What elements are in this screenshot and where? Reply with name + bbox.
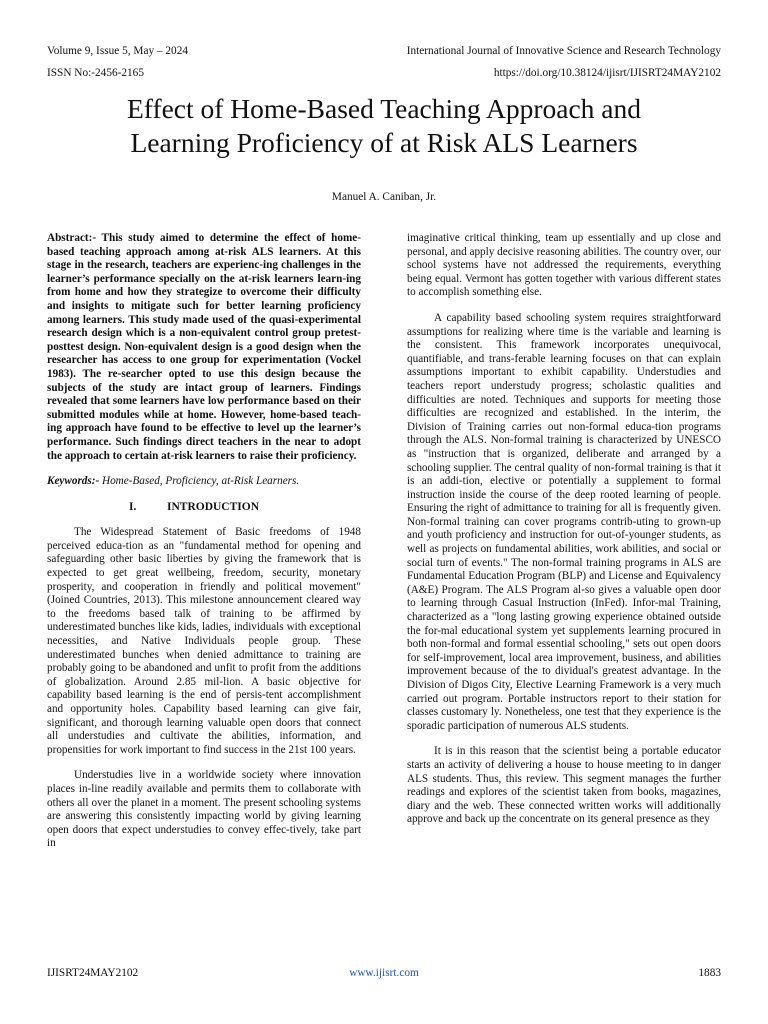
keywords-label: Keywords:- (47, 475, 100, 488)
keywords-text: Home-Based, Proficiency, at-Risk Learners. (99, 475, 300, 488)
footer-code: IJISRT24MAY2102 (47, 967, 139, 979)
section-number: I. (129, 500, 137, 513)
issn: ISSN No:-2456-2165 (47, 67, 144, 79)
volume-info: Volume 9, Issue 5, May – 2024 (47, 45, 188, 57)
body-paragraph: The Widespread Statement of Basic freedoms of 1948 perceived educa-tion as an "fundamental method for opening and safeguarding other basic liberties by giving the framework that is expected to get great wellbeing, freedom, security, monetary prosperity, and cooperation in friendly and political movement" (Joined Countries, 2013). This milestone announcement cleared way to the freedoms based talk of training to be affirmed by underestimated bunches like kids, ladies, individuals with exceptional necessities, and Native Individuals people group. These underestimated bunches when denied admittance to training are probably going to be abandoned and unfit to profit from the additions of globalization. Around 2.85 mil-lion. A basic objective for capability based learning is the end of persis-tent accomplishment and opportunity holes. Capability based learning can give fair, significant, and thorough learning valuable open doors that connect all understudies and cultivate the abilities, information, and propensities for work important to find success in the 21st 100 years. (47, 526, 361, 756)
body-paragraph: imaginative critical thinking, team up essentially and up close and personal, and apply decisive reasoning abilities. The country over, our school systems have not addressed the requirements, everything being equal. Vermont has gotten together with various different states to accomplish something else. (407, 232, 721, 299)
body-paragraph: Understudies live in a worldwide society where innovation places in-line readily available and permits them to collaborate with others all over the planet in a moment. The present schooling systems are answering this consistently impacting world by giving learning open doors that expect understudies to convey effec-tively, take part in (47, 769, 361, 850)
doi-link[interactable]: https://doi.org/10.38124/ijisrt/IJISRT24MAY2102 (493, 67, 721, 79)
title-line: Learning Proficiency of at Risk ALS Learners (130, 127, 638, 158)
section-heading (47, 501, 361, 515)
body-paragraph: It is in this reason that the scientist being a portable educator starts an activity of delivering a house to house meeting to in danger ALS students. Thus, this review. This segment manages the further readings and explores of the scientist taken from books, magazines, diary and the web. These connected written works will additionally approve and back up the concentrate on its general presence as they (407, 745, 721, 826)
section-title: INTRODUCTION (167, 500, 260, 513)
title-line: Effect of Home-Based Teaching Approach and (126, 93, 642, 124)
paper-title (40, 92, 728, 160)
keywords (47, 475, 361, 489)
left-column (47, 232, 361, 851)
page-number: 1883 (698, 967, 721, 979)
body-paragraph: A capability based schooling system requires straightforward assumptions for realizing where time is the variable and learning is the consistent. This framework incorporates unequivocal, quantifiable, and trans-ferable learning focuses on that can explain assumptions important to exhibit capability. Understudies and teachers report understudy progress; scholastic qualities and difficulties are noted. Techniques and supports for meeting those difficulties are recognized and established. In the interim, the Division of Training carries out non-formal educa-tion programs through the ALS. Non-formal training is characterized by UNESCO as "instruction that is organized, deliberate and arranged by a schooling supplier. The central quality of non-formal training is that it is an addi-tion, elective or potentially a supplement to formal instruction inside the course of the deep rooted learning of people. Ensuring the right of admittance to training for all is frequently given. Non-formal training can cover programs contrib-uting to grown-up and youth proficiency and instruction for out-of-younger students, as well as projects on fundamental abilities, work abilities, and social or social turn of events." The non-formal training programs in ALS are Fundamental Education Program (BLP) and License and Equivalency (A&E) Program. The ALS Program al-so gives a valuable open door to learning through Casual Instruction (InFed). Infor-mal Training, characterized as a "long lasting growing experience obtained outside the for-mal educational system yet supplements learning procured in both non-formal and formal essential schooling," sets out open doors for self-improvement, local area improvement, business, and abilities improvement because of the to dividual's greatest advantage. In the Division of Digos City, Elective Learning Framework is a very much carried out program. Portable instructors report to their station for classes customary ly. Nonetheless, one test that they experience is the sporadic participation of numerous ALS students. (407, 311, 721, 732)
journal-name: International Journal of Innovative Science and Research Technology (406, 45, 721, 57)
abstract: Abstract:- This study aimed to determine the effect of home-based teaching approach among at-risk ALS learners. At this stage in the research, teachers are experienc-ing challenges in the learner’s performance specially on the at-risk learners learn-ing from home and how they strategize to overcome their difficulty and insights to mitigate such for better learning proficiency among learners. This study made used of the quasi-experimental research design which is a non-equivalent control group pretest-posttest design. Non-equivalent design is a good design when the researcher has access to one group for experimentation (Vockel 1983). The re-searcher opted to use this design because the subjects of the study are intact group of learners. Findings revealed that some learners have low performance based on their submitted modules while at home. However, home-based teach-ing approach have found to be effective to level up the learner’s performance. Such findings direct teachers in the near to adopt the approach to certain at-risk learners to raise their proficiency. (47, 232, 361, 462)
right-column (407, 232, 721, 827)
footer-website-link[interactable]: www.ijisrt.com (349, 967, 419, 979)
author-name: Manuel A. Caniban, Jr. (331, 191, 437, 203)
